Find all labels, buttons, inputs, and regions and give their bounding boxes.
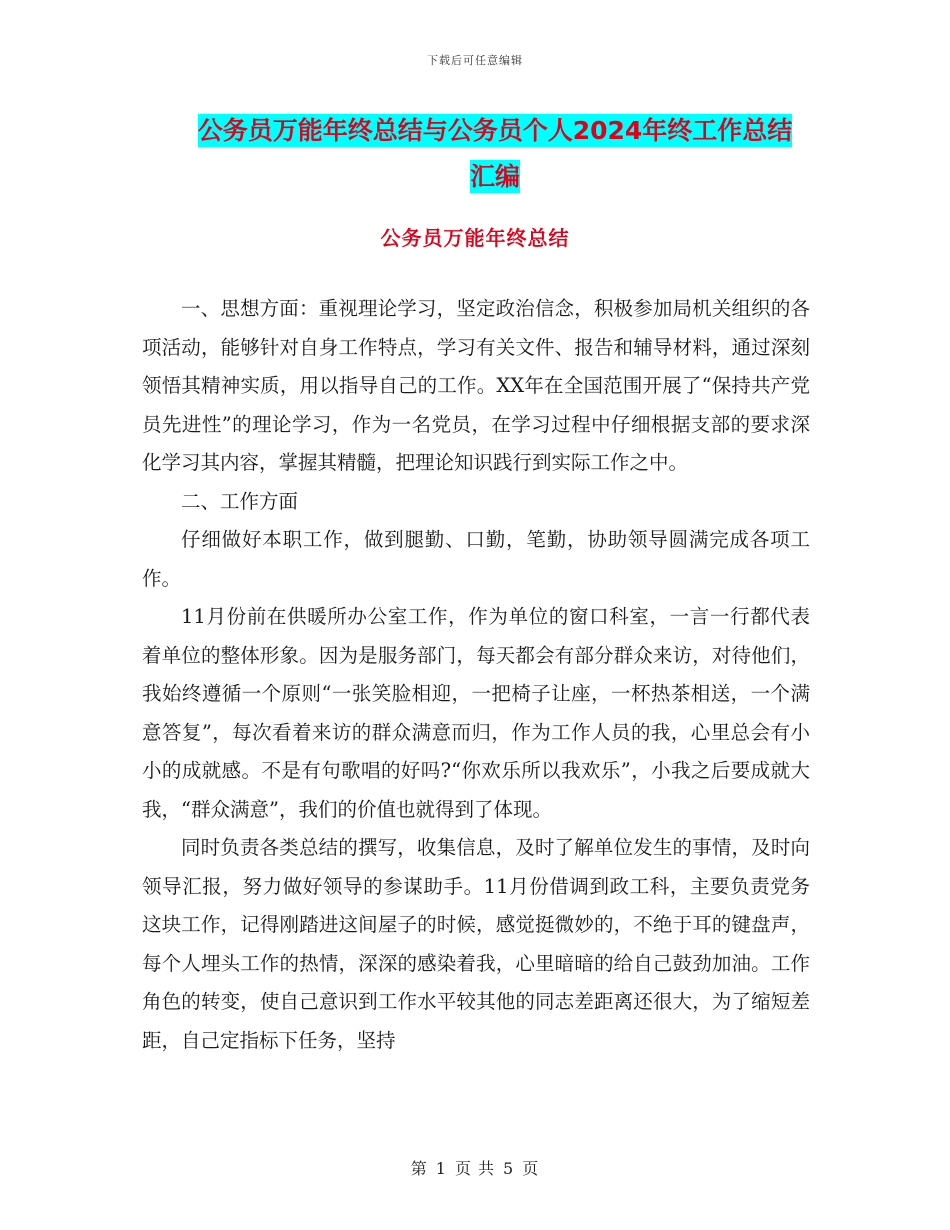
paragraph-thought: 一、思想方面：重视理论学习，坚定政治信念，积极参加局机关组织的各项活动，能够针对自身工作特点，学习有关文件、报告和辅导材料，通过深刻领悟其精神实质，用以指导自己的工作。XX年在全国范围开展了“保持共产党员先进性”的理论学习，作为一名党员，在学习过程中仔细根据支部的要求深化学习其内容，掌握其精髓，把理论知识践行到实际工作之中。 bbox=[142, 297, 810, 474]
footer-prefix: 第 bbox=[410, 1159, 428, 1178]
paragraph-work-heading: 二、工作方面 bbox=[181, 489, 299, 513]
page-footer bbox=[0, 1156, 950, 1179]
document-title bbox=[140, 108, 850, 200]
page-header-note: 下载后可任意编辑 bbox=[427, 54, 523, 67]
paragraph-summary-writing: 同时负责各类总结的撰写，收集信息，及时了解单位发生的事情，及时向领导汇报，努力做好领导的参谋助手。11月份借调到政工科，主要负责党务这块工作，记得刚踏进这间屋子的时候，感觉挺微妙的，不绝于耳的键盘声，每个人埋头工作的热情，深深的感染着我，心里暗暗的给自己鼓劲加油。工作角色的转变，使自己意识到工作水平较其他的同志差距离还很大，为了缩短差距，自己定指标下任务，坚持 bbox=[142, 836, 810, 1052]
footer-page-number: 1 bbox=[435, 1159, 447, 1178]
footer-mid: 页 共 bbox=[454, 1159, 496, 1178]
paragraph-duties: 仔细做好本职工作，做到腿勤、口勤，笔勤，协助领导圆满完成各项工作。 bbox=[142, 528, 810, 590]
footer-total-pages: 5 bbox=[503, 1159, 515, 1178]
paragraph-office-work: 11月份前在供暖所办公室工作，作为单位的窗口科室，一言一行都代表着单位的整体形象。因为是服务部门，每天都会有部分群众来访，对待他们，我始终遵循一个原则“一张笑脸相迎，一把椅子让座，一杯热茶相送，一个满意答复”，每次看着来访的群众满意而归，作为工作人员的我，心里总会有小小的成就感。不是有句歌唱的好吗?“你欢乐所以我欢乐”，小我之后要成就大我，“群众满意”，我们的价值也就得到了体现。 bbox=[142, 605, 810, 821]
footer-suffix: 页 bbox=[522, 1159, 540, 1178]
section-title: 公务员万能年终总结 bbox=[380, 226, 570, 250]
document-title-line-1: 公务员万能年终总结与公务员个人2024年终工作总结 bbox=[197, 116, 793, 145]
document-title-line-2: 汇编 bbox=[469, 162, 520, 191]
document-body bbox=[142, 290, 810, 1060]
